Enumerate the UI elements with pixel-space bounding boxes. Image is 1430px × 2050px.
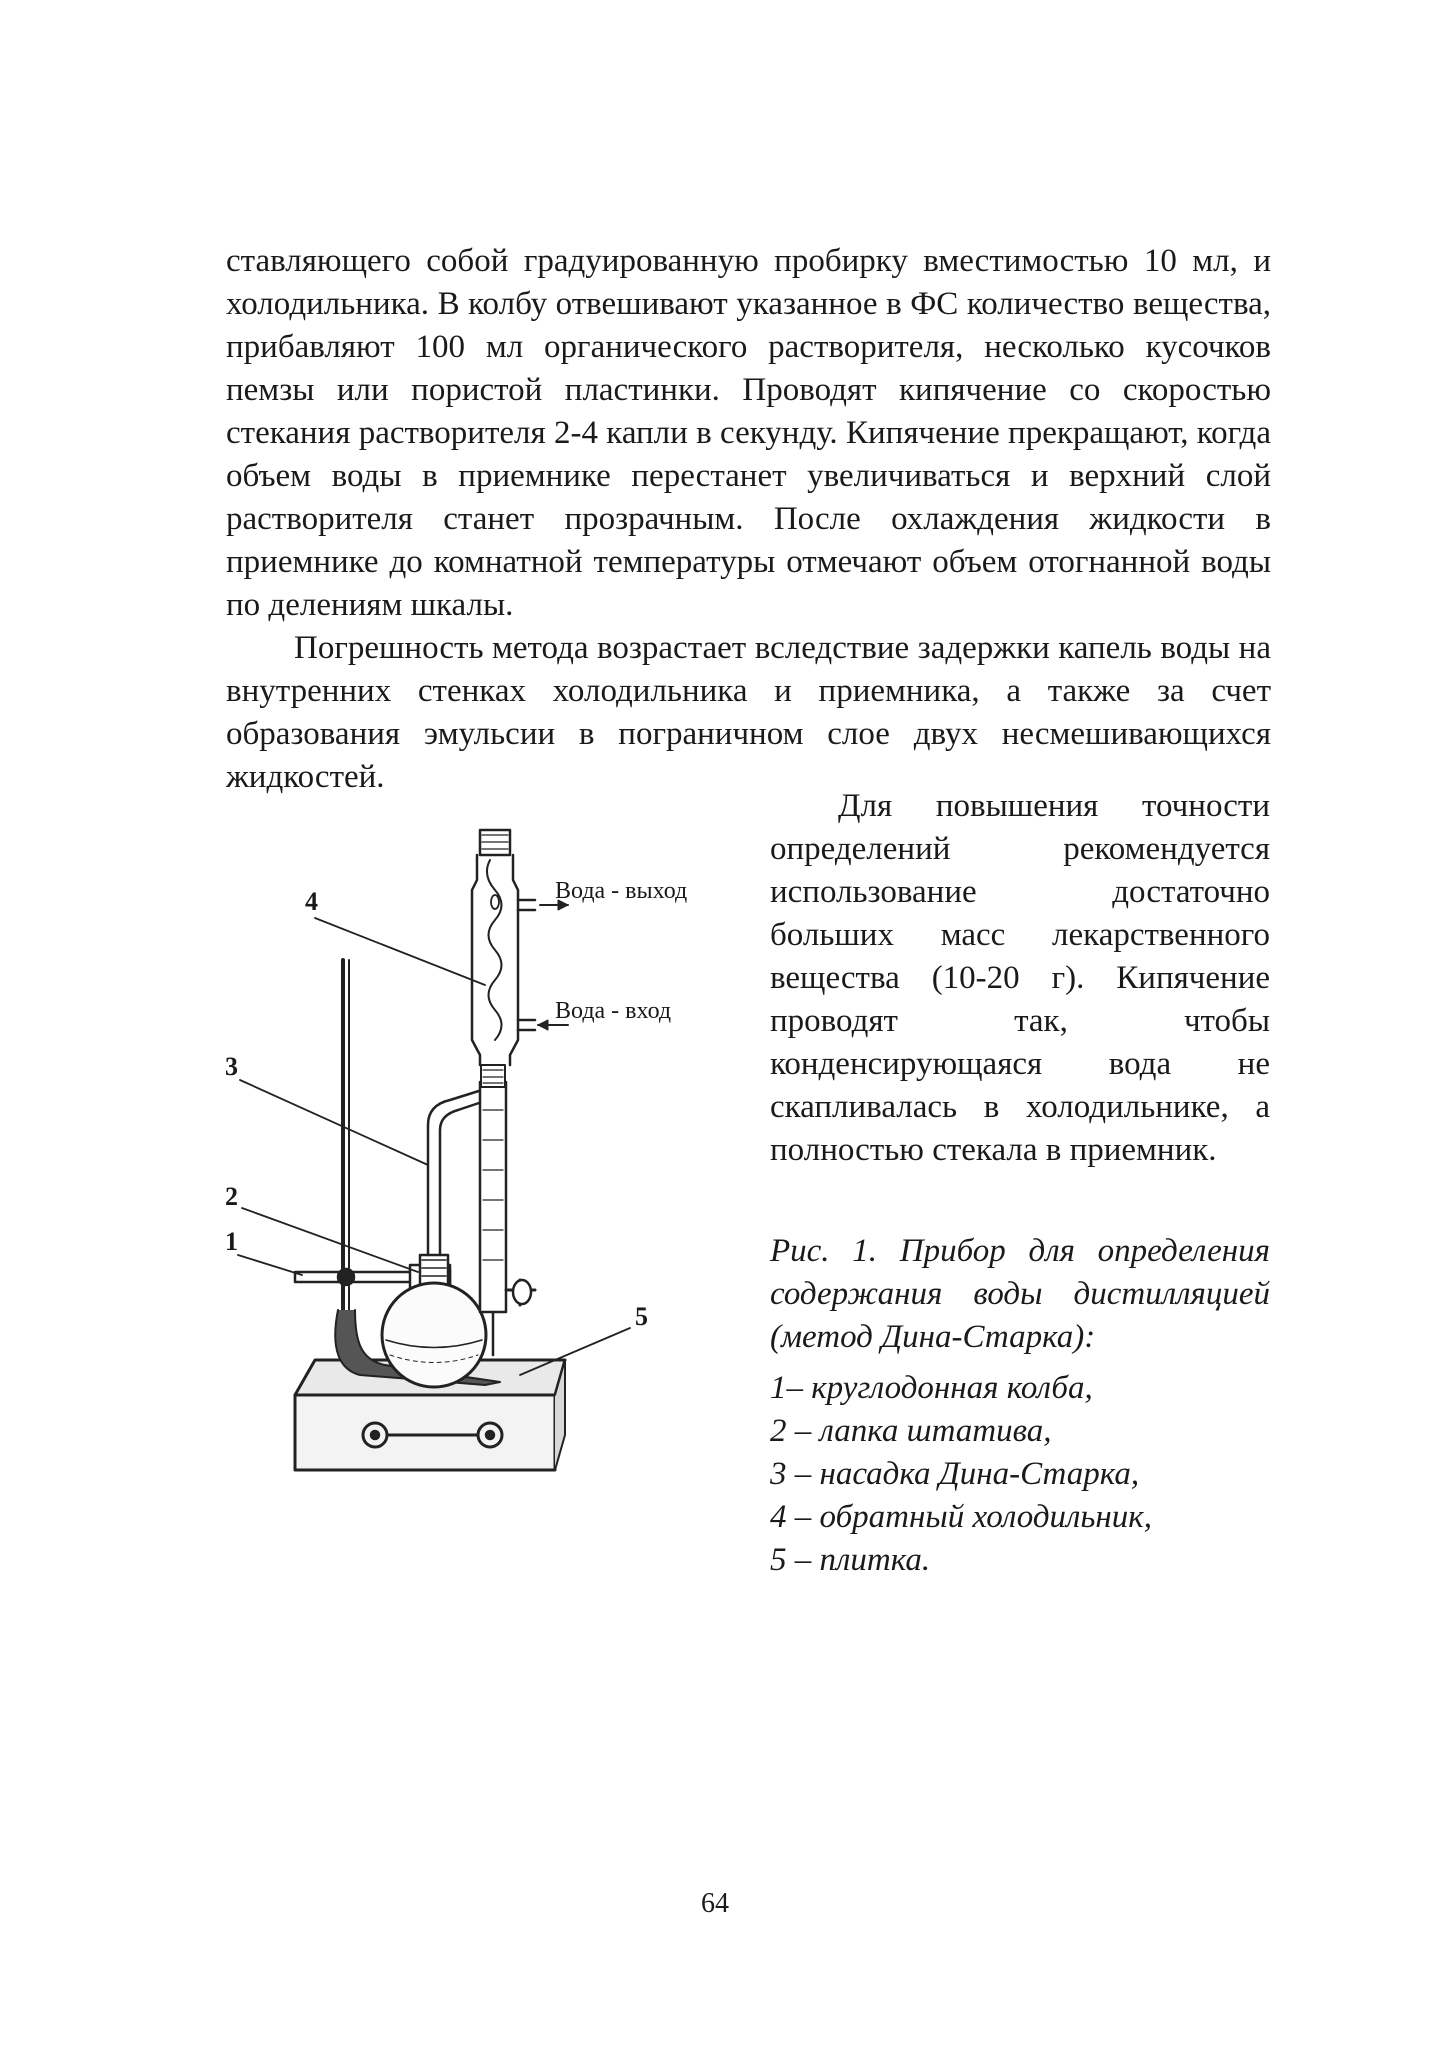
page-number: 64: [701, 1888, 729, 1919]
dean-stark-apparatus-figure: [210, 810, 770, 1510]
legend-item: 2 – лапка штатива,: [770, 1413, 1052, 1449]
number-label-1: 1: [225, 1227, 238, 1256]
body-paragraph-1: ставляющего собой градуированную пробирку вместимостью 10 мл, и холодильника. В колбу отвешивают указанное в ФС количество вещества, прибавляют 100 мл органического растворителя, несколько кусочков пемзы или пористой пластинки. Проводят кипячение со скоростью стекания растворителя 2-4 капли в секунду. Кипячение прекращают, когда объем воды в приемнике перестанет увеличиваться и верхний слой растворителя станет прозрачным. После охлаждения жидкости в приемнике до комнатной температуры отмечают объем отогнанной воды по делениям шкалы.: [226, 243, 1271, 623]
legend-item: 5 – плитка.: [770, 1542, 931, 1578]
number-label-2: 2: [225, 1182, 238, 1211]
leader-line-4: [315, 918, 485, 985]
water-in-label: Вода - вход: [555, 998, 672, 1024]
figure-caption: [770, 1230, 1270, 1582]
leader-line-1: [238, 1255, 302, 1275]
legend-item: 3 – насадка Дина-Старка,: [770, 1456, 1140, 1492]
number-label-3: 3: [225, 1052, 238, 1081]
leader-line-2: [242, 1208, 418, 1272]
stand-rod: [343, 960, 349, 1310]
number-label-5: 5: [635, 1302, 648, 1331]
caption-title: Рис. 1. Прибор для определения содержания воды дистилляцией (метод Дина-Старка):: [770, 1233, 1270, 1355]
number-label-4: 4: [305, 887, 318, 916]
leader-line-5: [520, 1328, 630, 1375]
legend-item: 4 – обратный холодильник,: [770, 1499, 1152, 1535]
leader-line-3: [240, 1080, 428, 1165]
body-paragraph-2: Погрешность метода возрастает вследствие задержки капель воды на внутренних стенках холодильника и приемника, а также за счет образования эмульсии в пограничном слое двух несмешивающихся жидкостей.: [226, 630, 1271, 795]
body-text: [226, 240, 1271, 799]
legend-item: 1– круглодонная колба,: [770, 1370, 1093, 1406]
water-out-label: Вода - выход: [555, 878, 688, 904]
reflux-condenser: [472, 830, 535, 1065]
right-paragraph: Для повышения точности определений рекомендуется использование достаточно больших масс лекарственного вещества (10-20 г). Кипячение проводят так, чтобы конденсирующаяся вода не скапливалась в холодильнике, а полностью стекала в приемник.: [770, 788, 1270, 1168]
right-column: [770, 785, 1270, 1582]
